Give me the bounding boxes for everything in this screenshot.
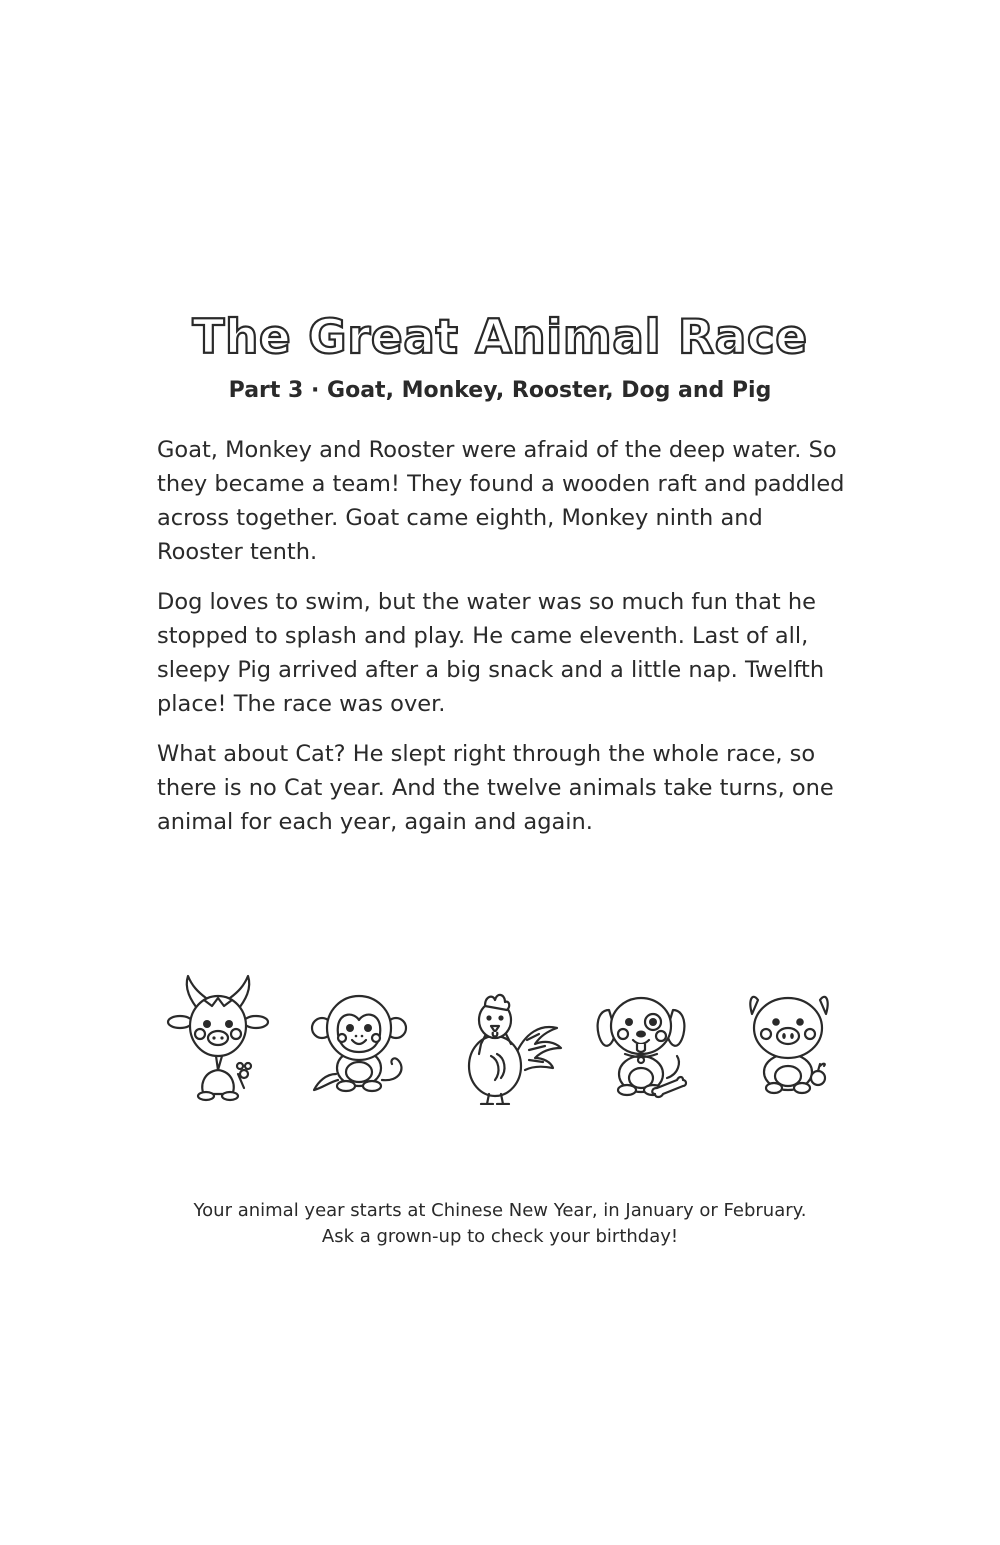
- rooster-icon: [445, 970, 565, 1105]
- story-paragraph: Dog loves to swim, but the water was so much fun that he stopped to splash and play. He came eleventh. Last of all, sleepy Pig arrived after a big snack and a little nap. Twelfth place! The race was over.: [157, 589, 825, 717]
- goat-icon: [160, 970, 280, 1105]
- footer-note: [0, 1198, 1000, 1250]
- dog-icon: [585, 970, 705, 1105]
- pig-icon: [730, 970, 850, 1105]
- animal-illustrations: [160, 970, 840, 1110]
- page-subtitle: Part 3 · Goat, Monkey, Rooster, Dog and Pig: [228, 378, 772, 403]
- story-text: [157, 433, 847, 855]
- footer-line: Your animal year starts at Chinese New Year, in January or February.: [193, 1200, 807, 1221]
- page-title: The Great Animal Race: [192, 310, 808, 365]
- story-paragraph: What about Cat? He slept right through the whole race, so there is no Cat year. And the twelve animals take turns, one animal for each year, again and again.: [157, 741, 834, 835]
- footer-line: Ask a grown-up to check your birthday!: [321, 1226, 679, 1247]
- monkey-icon: [300, 970, 420, 1105]
- story-paragraph: Goat, Monkey and Rooster were afraid of the deep water. So they became a team! They found a wooden raft and paddled across together. Goat came eighth, Monkey ninth and Rooster tenth.: [157, 437, 845, 565]
